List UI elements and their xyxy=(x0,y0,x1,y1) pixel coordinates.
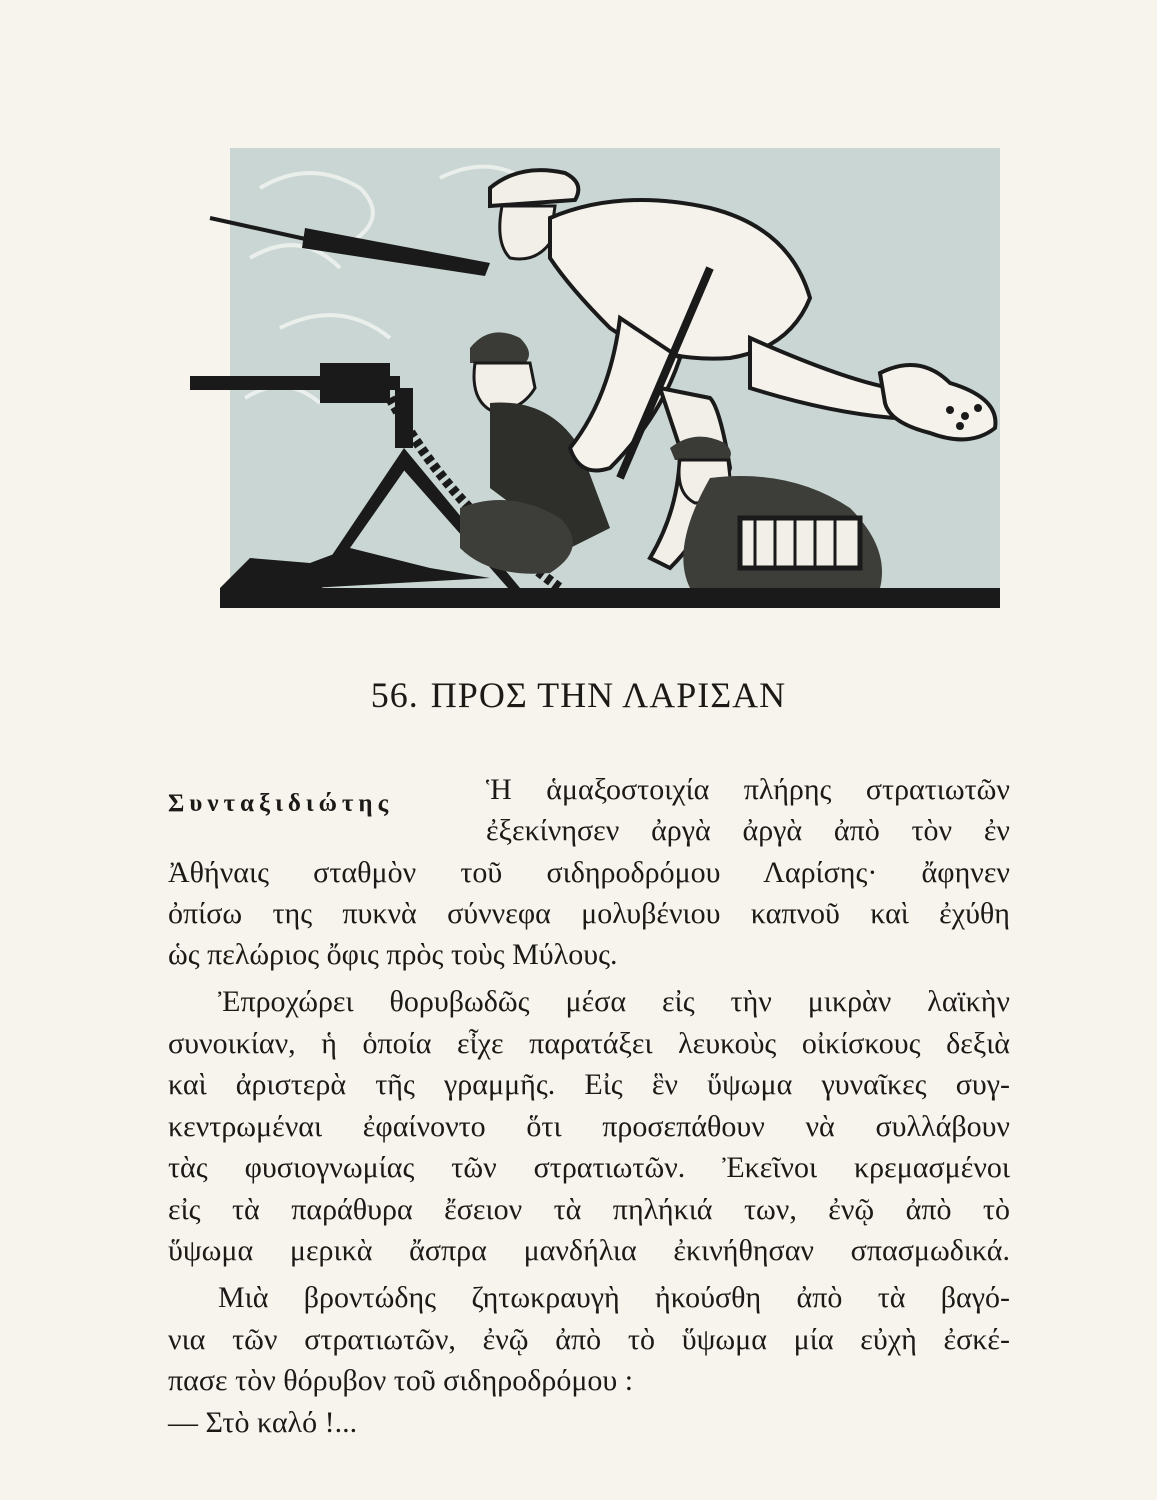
paragraph-line: Ἡ ἁμαξοστοιχία πλήρης στρατιωτῶν xyxy=(486,773,1010,806)
chapter-number: 56. xyxy=(370,675,419,715)
paragraph-line: νια τῶν στρατιωτῶν, ἐνῷ ἀπὸ τὸ ὕψωμα μία εὐχὴ ἐσκέ- xyxy=(168,1323,1010,1356)
paragraph-line: ἐξεκίνησεν ἀργὰ ἀργὰ ἀπὸ τὸν ἐν xyxy=(486,814,1010,847)
paragraph-line: καὶ ἀριστερὰ τῆς γραμμῆς. Εἰς ἓν ὕψωμα γυναῖκες συγ- xyxy=(168,1068,1010,1101)
paragraph-line: — Στὸ καλό !... xyxy=(168,1406,358,1439)
side-heading: Συνταξιδιώτης xyxy=(168,790,394,817)
paragraph-line: κεντρωμέναι ἐφαίνοντο ὅτι προσεπάθουν νὰ συλλάβουν xyxy=(168,1110,1010,1143)
paragraph-line: Ἀθήναις σταθμὸν τοῦ σιδηροδρόμου Λαρίσης· ἄφηνεν xyxy=(168,856,1010,889)
paragraph-line: ὀπίσω της πυκνὰ σύννεφα μολυβένιου καπνοῦ καὶ ἐχύθη xyxy=(168,897,1010,930)
chapter-title: ΠΡΟΣ ΤΗΝ ΛΑΡΙΣΑΝ xyxy=(430,675,787,715)
soldiers-woodcut-image xyxy=(190,148,1000,610)
paragraph-line: Ἐπροχώρει θορυβωδῶς μέσα εἰς τὴν μικρὰν λαϊκὴν xyxy=(218,985,1010,1018)
paragraph-line: ὕψωμα μερικὰ ἄσπρα μανδήλια ἐκινήθησαν σπασμωδικά. xyxy=(168,1234,1010,1267)
paragraph-line: Μιὰ βροντώδης ζητωκραυγὴ ἠκούσθη ἀπὸ τὰ βαγό- xyxy=(218,1281,1010,1314)
paragraph-line: ὡς πελώριος ὄφις πρὸς τοὺς Μύλους. xyxy=(168,938,618,971)
paragraph-line: τὰς φυσιογνωμίας τῶν στρατιωτῶν. Ἐκεῖνοι κρεμασμένοι xyxy=(168,1151,1010,1184)
illustration-soldiers xyxy=(190,148,1000,610)
paragraph-line: εἰς τὰ παράθυρα ἔσειον τὰ πηλήκιά των, ἐνῷ ἀπὸ τὸ xyxy=(168,1193,1010,1226)
paragraph-line: πασε τὸν θόρυβον τοῦ σιδηροδρόμου : xyxy=(168,1364,634,1397)
chapter-heading xyxy=(0,674,1157,716)
paragraph-line: συνοικίαν, ἡ ὁποία εἶχε παρατάξει λευκοὺς οἰκίσκους δεξιὰ xyxy=(168,1027,1010,1060)
